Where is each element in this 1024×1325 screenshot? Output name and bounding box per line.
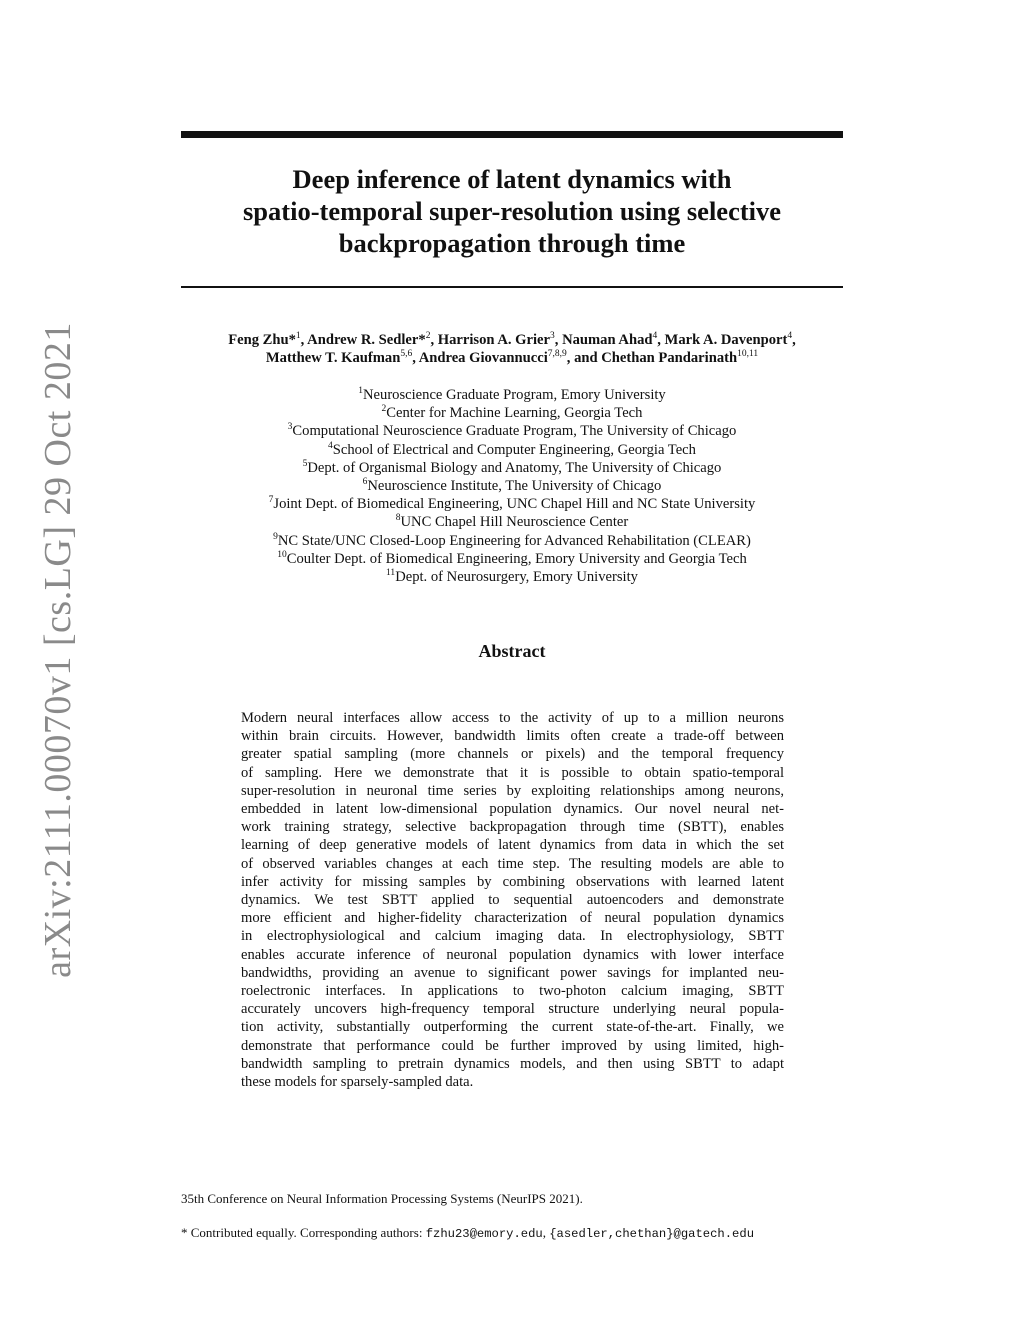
affiliation-number: 1 bbox=[358, 386, 363, 397]
author-affiliation: 3 bbox=[550, 331, 555, 342]
affiliation-text: UNC Chapel Hill Neuroscience Center bbox=[400, 514, 629, 531]
affiliation-text: Joint Dept. of Biomedical Engineering, UNC Chapel Hill and NC State University bbox=[273, 496, 756, 513]
affiliation-item bbox=[150, 568, 874, 586]
abstract-line: infer activity for missing samples by combining observations with learned latent bbox=[241, 873, 784, 890]
abstract-line: embedded in latent low-dimensional population dynamics. Our novel neural net- bbox=[241, 801, 784, 818]
abstract-line: Modern neural interfaces allow access to the activity of up to a million neurons bbox=[241, 710, 784, 726]
abstract-line: work training strategy, selective backpropagation through time (SBTT), enables bbox=[241, 819, 784, 836]
abstract-line: greater spatial sampling (more channels or pixels) and the temporal frequency bbox=[241, 746, 784, 763]
affiliation-text: Center for Machine Learning, Georgia Tech bbox=[386, 405, 643, 422]
contribution-footnote bbox=[181, 1225, 754, 1241]
abstract-line: accurately uncovers high-frequency temporal structure underlying neural popula- bbox=[241, 1001, 784, 1018]
affiliation-item bbox=[150, 386, 874, 404]
abstract-line: within brain circuits. However, bandwidth limits often create a trade-off between bbox=[241, 728, 784, 745]
author-line: Matthew T. Kaufman$^{5,6}$, Andrea Giovannucci$^{7,8,9}$, and Chethan Pandarinath$^{10,11}$ bbox=[265, 349, 759, 366]
affiliation-item bbox=[150, 550, 874, 568]
abstract-line: demonstrate that performance could be further improved by using limited, high- bbox=[241, 1037, 784, 1054]
author-affiliation: 10,11 bbox=[737, 349, 759, 360]
abstract-body bbox=[241, 709, 784, 1091]
author-affiliation: 4 bbox=[787, 331, 793, 342]
author-name: Mark A. Davenport bbox=[664, 332, 788, 348]
affiliation-number: 4 bbox=[328, 440, 333, 451]
title-top-rule bbox=[181, 131, 843, 138]
affiliation-number: 6 bbox=[362, 477, 368, 488]
affiliation-number: 7 bbox=[268, 495, 274, 506]
email-link[interactable]: {asedler,chethan}@gatech.edu bbox=[549, 1227, 755, 1241]
affiliation-item bbox=[150, 441, 874, 459]
affiliation-number: 9 bbox=[273, 531, 278, 542]
affiliation-text: NC State/UNC Closed-Loop Engineering for Advanced Rehabilitation (CLEAR) bbox=[277, 532, 751, 549]
affiliation-item bbox=[150, 532, 874, 550]
affiliation-text: Dept. of Organismal Biology and Anatomy, The University of Chicago bbox=[307, 459, 722, 476]
abstract-line: bandwidths, providing an avenue to significant power savings for implanted neu- bbox=[241, 964, 784, 981]
author-affiliation: 1 bbox=[295, 331, 301, 342]
title-line: Deep inference of latent dynamics with bbox=[292, 164, 732, 194]
author-name: Nauman Ahad bbox=[562, 332, 653, 348]
affiliation-item bbox=[150, 477, 874, 495]
abstract-line: tion activity, substantially outperforming the current state-of-the-art. Finally, we bbox=[241, 1019, 784, 1036]
abstract-line: roelectronic interfaces. In applications to two-photon calcium imaging, SBTT bbox=[241, 983, 784, 1000]
title-line: spatio-temporal super-resolution using selective bbox=[242, 196, 782, 226]
contribution-text: * Contributed equally. Corresponding authors: bbox=[181, 1225, 426, 1240]
affiliation-text: Neuroscience Graduate Program, Emory University bbox=[363, 387, 666, 403]
author-line: Feng Zhu*$^1$, Andrew R. Sedler*$^2$, Harrison A. Grier$^3$, Nauman Ahad$^4$, Mark A. Davenport$^4$, bbox=[228, 331, 796, 348]
affiliation-number: 2 bbox=[381, 404, 387, 415]
author-affiliation: 4 bbox=[652, 331, 658, 342]
abstract-line: dynamics. We test SBTT applied to sequential autoencoders and demonstrate bbox=[241, 892, 784, 909]
affiliation-text: Dept. of Neurosurgery, Emory University bbox=[395, 569, 638, 586]
affiliation-item bbox=[150, 459, 874, 477]
author-name: and Chethan Pandarinath bbox=[574, 350, 738, 366]
affiliation-item bbox=[150, 495, 874, 513]
conference-footnote: 35th Conference on Neural Information Processing Systems (NeurIPS 2021). bbox=[181, 1191, 583, 1206]
author-name: Harrison A. Grier bbox=[437, 332, 551, 348]
abstract-line: learning of deep generative models of latent dynamics from data in which the set bbox=[241, 837, 784, 854]
affiliation-number: 11 bbox=[386, 568, 396, 579]
abstract-line: in electrophysiological and calcium imaging data. In electrophysiology, SBTT bbox=[241, 928, 784, 945]
affiliation-number: 5 bbox=[302, 458, 308, 469]
title-line: backpropagation through time bbox=[338, 228, 686, 258]
abstract-line: of observed variables changes at each time step. The resulting models are able to bbox=[241, 855, 784, 872]
affiliation-list bbox=[150, 386, 874, 586]
author-name: Andrew R. Sedler* bbox=[307, 332, 426, 348]
abstract-line: more efficient and higher-fidelity characterization of neural population dynamics bbox=[241, 910, 784, 927]
author-name: Andrea Giovannucci bbox=[418, 350, 548, 366]
affiliation-text: Coulter Dept. of Biomedical Engineering, Emory University and Georgia Tech bbox=[286, 550, 747, 567]
affiliation-item bbox=[150, 404, 874, 422]
title-bottom-rule bbox=[181, 286, 843, 288]
affiliation-text: Computational Neuroscience Graduate Program, The University of Chicago bbox=[292, 423, 737, 440]
abstract-line: these models for sparsely-sampled data. bbox=[241, 1074, 474, 1091]
arxiv-identifier: arXiv:2111.00070v1 [cs.LG] 29 Oct 2021 bbox=[37, 322, 79, 978]
affiliation-item bbox=[150, 513, 874, 531]
abstract-line: bandwidth sampling to pretrain dynamics models, and then using SBTT to adapt bbox=[241, 1055, 784, 1072]
abstract-line: super-resolution in neuronal time series by exploiting relationships among neurons, bbox=[241, 782, 784, 799]
email-link[interactable]: fzhu23@emory.edu bbox=[425, 1227, 543, 1241]
abstract-line: of sampling. Here we demonstrate that it is possible to obtain spatio-temporal bbox=[241, 764, 784, 781]
author-name: Feng Zhu* bbox=[228, 332, 296, 348]
abstract-heading: Abstract bbox=[478, 641, 546, 661]
affiliation-number: 8 bbox=[395, 513, 401, 524]
affiliation-number: 10 bbox=[277, 549, 287, 560]
affiliation-item bbox=[150, 422, 874, 440]
affiliation-number: 3 bbox=[287, 422, 293, 433]
author-affiliation: 2 bbox=[425, 331, 431, 342]
abstract-line: enables accurate inference of neuronal population dynamics with lower interface bbox=[241, 946, 784, 963]
author-list bbox=[150, 331, 874, 367]
paper-title bbox=[181, 163, 843, 259]
author-name: Matthew T. Kaufman bbox=[265, 350, 401, 366]
affiliation-text: School of Electrical and Computer Engineering, Georgia Tech bbox=[332, 441, 696, 458]
author-affiliation: 7,8,9 bbox=[547, 349, 567, 360]
author-affiliation: 5,6 bbox=[400, 349, 413, 360]
email-separator: , bbox=[542, 1225, 550, 1240]
affiliation-text: Neuroscience Institute, The University of Chicago bbox=[367, 478, 662, 495]
